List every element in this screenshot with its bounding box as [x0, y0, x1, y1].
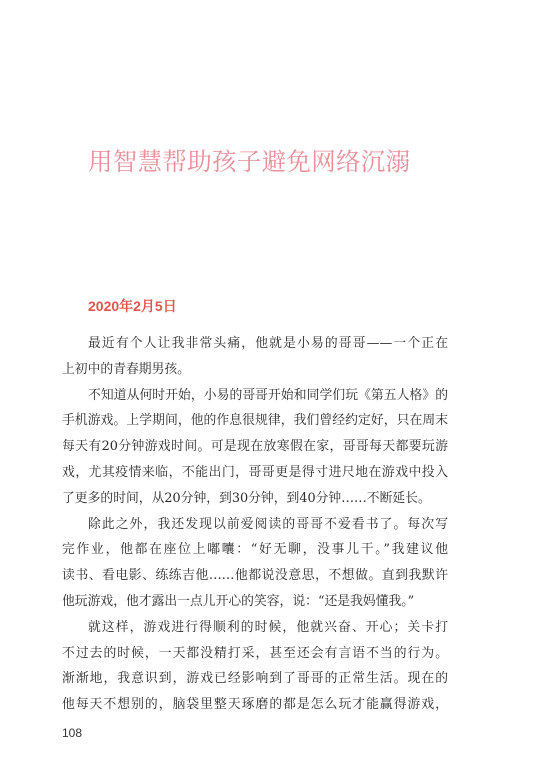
text-line: 上初中的青春期男孩。 [62, 361, 190, 377]
text-line: 最近有个人让我非常头痛，他就是小易的哥哥——一个正在 [88, 336, 448, 351]
text-line: 渐渐地，我意识到，游戏已经影响到了哥哥的正常生活。现在的 [62, 671, 448, 687]
text-line: 不知道从何时开始，小易的哥哥开始和同学们玩《第五人格》的 [88, 387, 448, 403]
text-line: 完作业，他都在座位上嘟囔：“好无聊，没事儿干。”我建议他 [62, 542, 448, 558]
text-line: 他玩游戏，他才露出一点儿开心的笑容，说：“还是我妈懂我。” [62, 593, 415, 609]
text-line: 就这样，游戏进行得顺利的时候，他就兴奋、开心；关卡打 [88, 619, 448, 635]
text-line: 不过去的时候，一天都没精打采，甚至还会有言语不当的行为。 [62, 645, 448, 661]
diary-date: 2020年2月5日 [88, 298, 177, 314]
text-line: 手机游戏。上学期间，他的作息很规律，我们曾经约定好，只在周末 [62, 413, 448, 429]
text-line: 读书、看电影、练练吉他……他都说没意思，不想做。直到我默许 [62, 568, 448, 584]
text-line: 每天有20分钟游戏时间。可是现在放寒假在家，哥哥每天都要玩游 [62, 439, 448, 455]
body-text [62, 331, 448, 718]
text-line: 戏，尤其疫情来临，不能出门，哥哥更是得寸进尺地在游戏中投入 [62, 464, 448, 480]
text-line: 了更多的时间，从20分钟，到30分钟，到40分钟……不断延长。 [62, 490, 431, 506]
chapter-title: 用智慧帮助孩子避免网络沉溺 [88, 147, 411, 176]
page-number: 108 [62, 726, 83, 740]
text-line: 除此之外，我还发现以前爱阅读的哥哥不爱看书了。每次写 [88, 516, 448, 532]
text-line: 他每天不想别的，脑袋里整天琢磨的都是怎么玩才能赢得游戏， [62, 697, 448, 713]
